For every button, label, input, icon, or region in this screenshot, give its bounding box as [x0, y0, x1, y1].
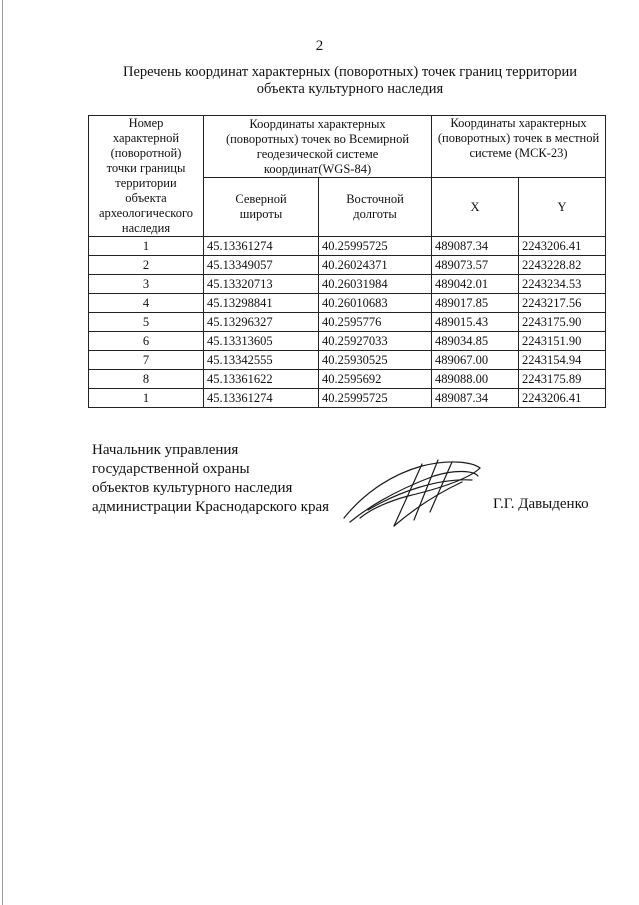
cell-latitude: 45.13361622 — [204, 370, 319, 389]
signatory-position-line: администрации Краснодарского края — [92, 499, 330, 515]
coordinates-table — [88, 115, 606, 408]
cell-x: 489017.85 — [432, 294, 519, 313]
document-title — [60, 64, 639, 98]
cell-latitude: 45.13361274 — [204, 237, 319, 256]
table-row — [89, 294, 606, 313]
cell-x: 489087.34 — [432, 237, 519, 256]
cell-x: 489015.43 — [432, 313, 519, 332]
header-x: X — [432, 178, 519, 237]
cell-longitude: 40.25995725 — [319, 237, 432, 256]
page-edge-line — [2, 0, 3, 905]
cell-y: 2243154.94 — [519, 351, 606, 370]
cell-y: 2243228.82 — [519, 256, 606, 275]
header-latitude: Северной широты — [204, 178, 319, 237]
cell-latitude: 45.13313605 — [204, 332, 319, 351]
signatory-position-line: объектов культурного наследия — [92, 480, 293, 496]
cell-longitude: 40.2595776 — [319, 313, 432, 332]
cell-point-number: 3 — [89, 275, 204, 294]
cell-y: 2243175.90 — [519, 313, 606, 332]
cell-y: 2243175.89 — [519, 370, 606, 389]
cell-x: 489088.00 — [432, 370, 519, 389]
cell-latitude: 45.13296327 — [204, 313, 319, 332]
cell-longitude: 40.2595692 — [319, 370, 432, 389]
cell-latitude: 45.13361274 — [204, 389, 319, 408]
cell-point-number: 4 — [89, 294, 204, 313]
document-title-line-2: объекта культурного наследия — [256, 81, 444, 97]
cell-longitude: 40.26010683 — [319, 294, 432, 313]
cell-longitude: 40.26031984 — [319, 275, 432, 294]
header-msk23-group: Координаты характерных (поворотных) точек в местной системе (МСК-23) — [432, 116, 606, 178]
header-y: Y — [519, 178, 606, 237]
cell-point-number: 5 — [89, 313, 204, 332]
cell-latitude: 45.13349057 — [204, 256, 319, 275]
cell-latitude: 45.13342555 — [204, 351, 319, 370]
cell-latitude: 45.13320713 — [204, 275, 319, 294]
header-point-number: Номер характерной (поворотной) точки границы территории объекта археологического наследия — [89, 116, 204, 237]
cell-x: 489087.34 — [432, 389, 519, 408]
signatory-position-line: Начальник управления — [92, 442, 239, 458]
cell-x: 489073.57 — [432, 256, 519, 275]
cell-point-number: 1 — [89, 237, 204, 256]
table-row — [89, 256, 606, 275]
signatory-position-line: государственной охраны — [92, 461, 250, 477]
cell-point-number: 1 — [89, 389, 204, 408]
cell-x: 489034.85 — [432, 332, 519, 351]
cell-point-number: 6 — [89, 332, 204, 351]
table-row — [89, 313, 606, 332]
page-number: 2 — [315, 38, 324, 54]
cell-y: 2243151.90 — [519, 332, 606, 351]
table-row — [89, 370, 606, 389]
signatory-name: Г.Г. Давыденко — [493, 496, 589, 512]
header-longitude: Восточной долготы — [319, 178, 432, 237]
table-row — [89, 389, 606, 408]
cell-longitude: 40.25930525 — [319, 351, 432, 370]
cell-longitude: 40.26024371 — [319, 256, 432, 275]
document-title-line-1: Перечень координат характерных (поворотных) точек границ территории — [122, 64, 578, 80]
cell-x: 489042.01 — [432, 275, 519, 294]
cell-point-number: 2 — [89, 256, 204, 275]
cell-y: 2243234.53 — [519, 275, 606, 294]
cell-longitude: 40.25927033 — [319, 332, 432, 351]
table-row — [89, 351, 606, 370]
handwritten-signature — [338, 452, 488, 532]
table-row — [89, 237, 606, 256]
cell-point-number: 7 — [89, 351, 204, 370]
cell-y: 2243206.41 — [519, 389, 606, 408]
cell-longitude: 40.25995725 — [319, 389, 432, 408]
table-row — [89, 332, 606, 351]
cell-y: 2243206.41 — [519, 237, 606, 256]
cell-point-number: 8 — [89, 370, 204, 389]
cell-latitude: 45.13298841 — [204, 294, 319, 313]
table-row — [89, 275, 606, 294]
cell-x: 489067.00 — [432, 351, 519, 370]
header-wgs84-group: Координаты характерных (поворотных) точек во Всемирной геодезической системе координат(WGS-84) — [204, 116, 432, 178]
signatory-position — [92, 441, 329, 517]
cell-y: 2243217.56 — [519, 294, 606, 313]
